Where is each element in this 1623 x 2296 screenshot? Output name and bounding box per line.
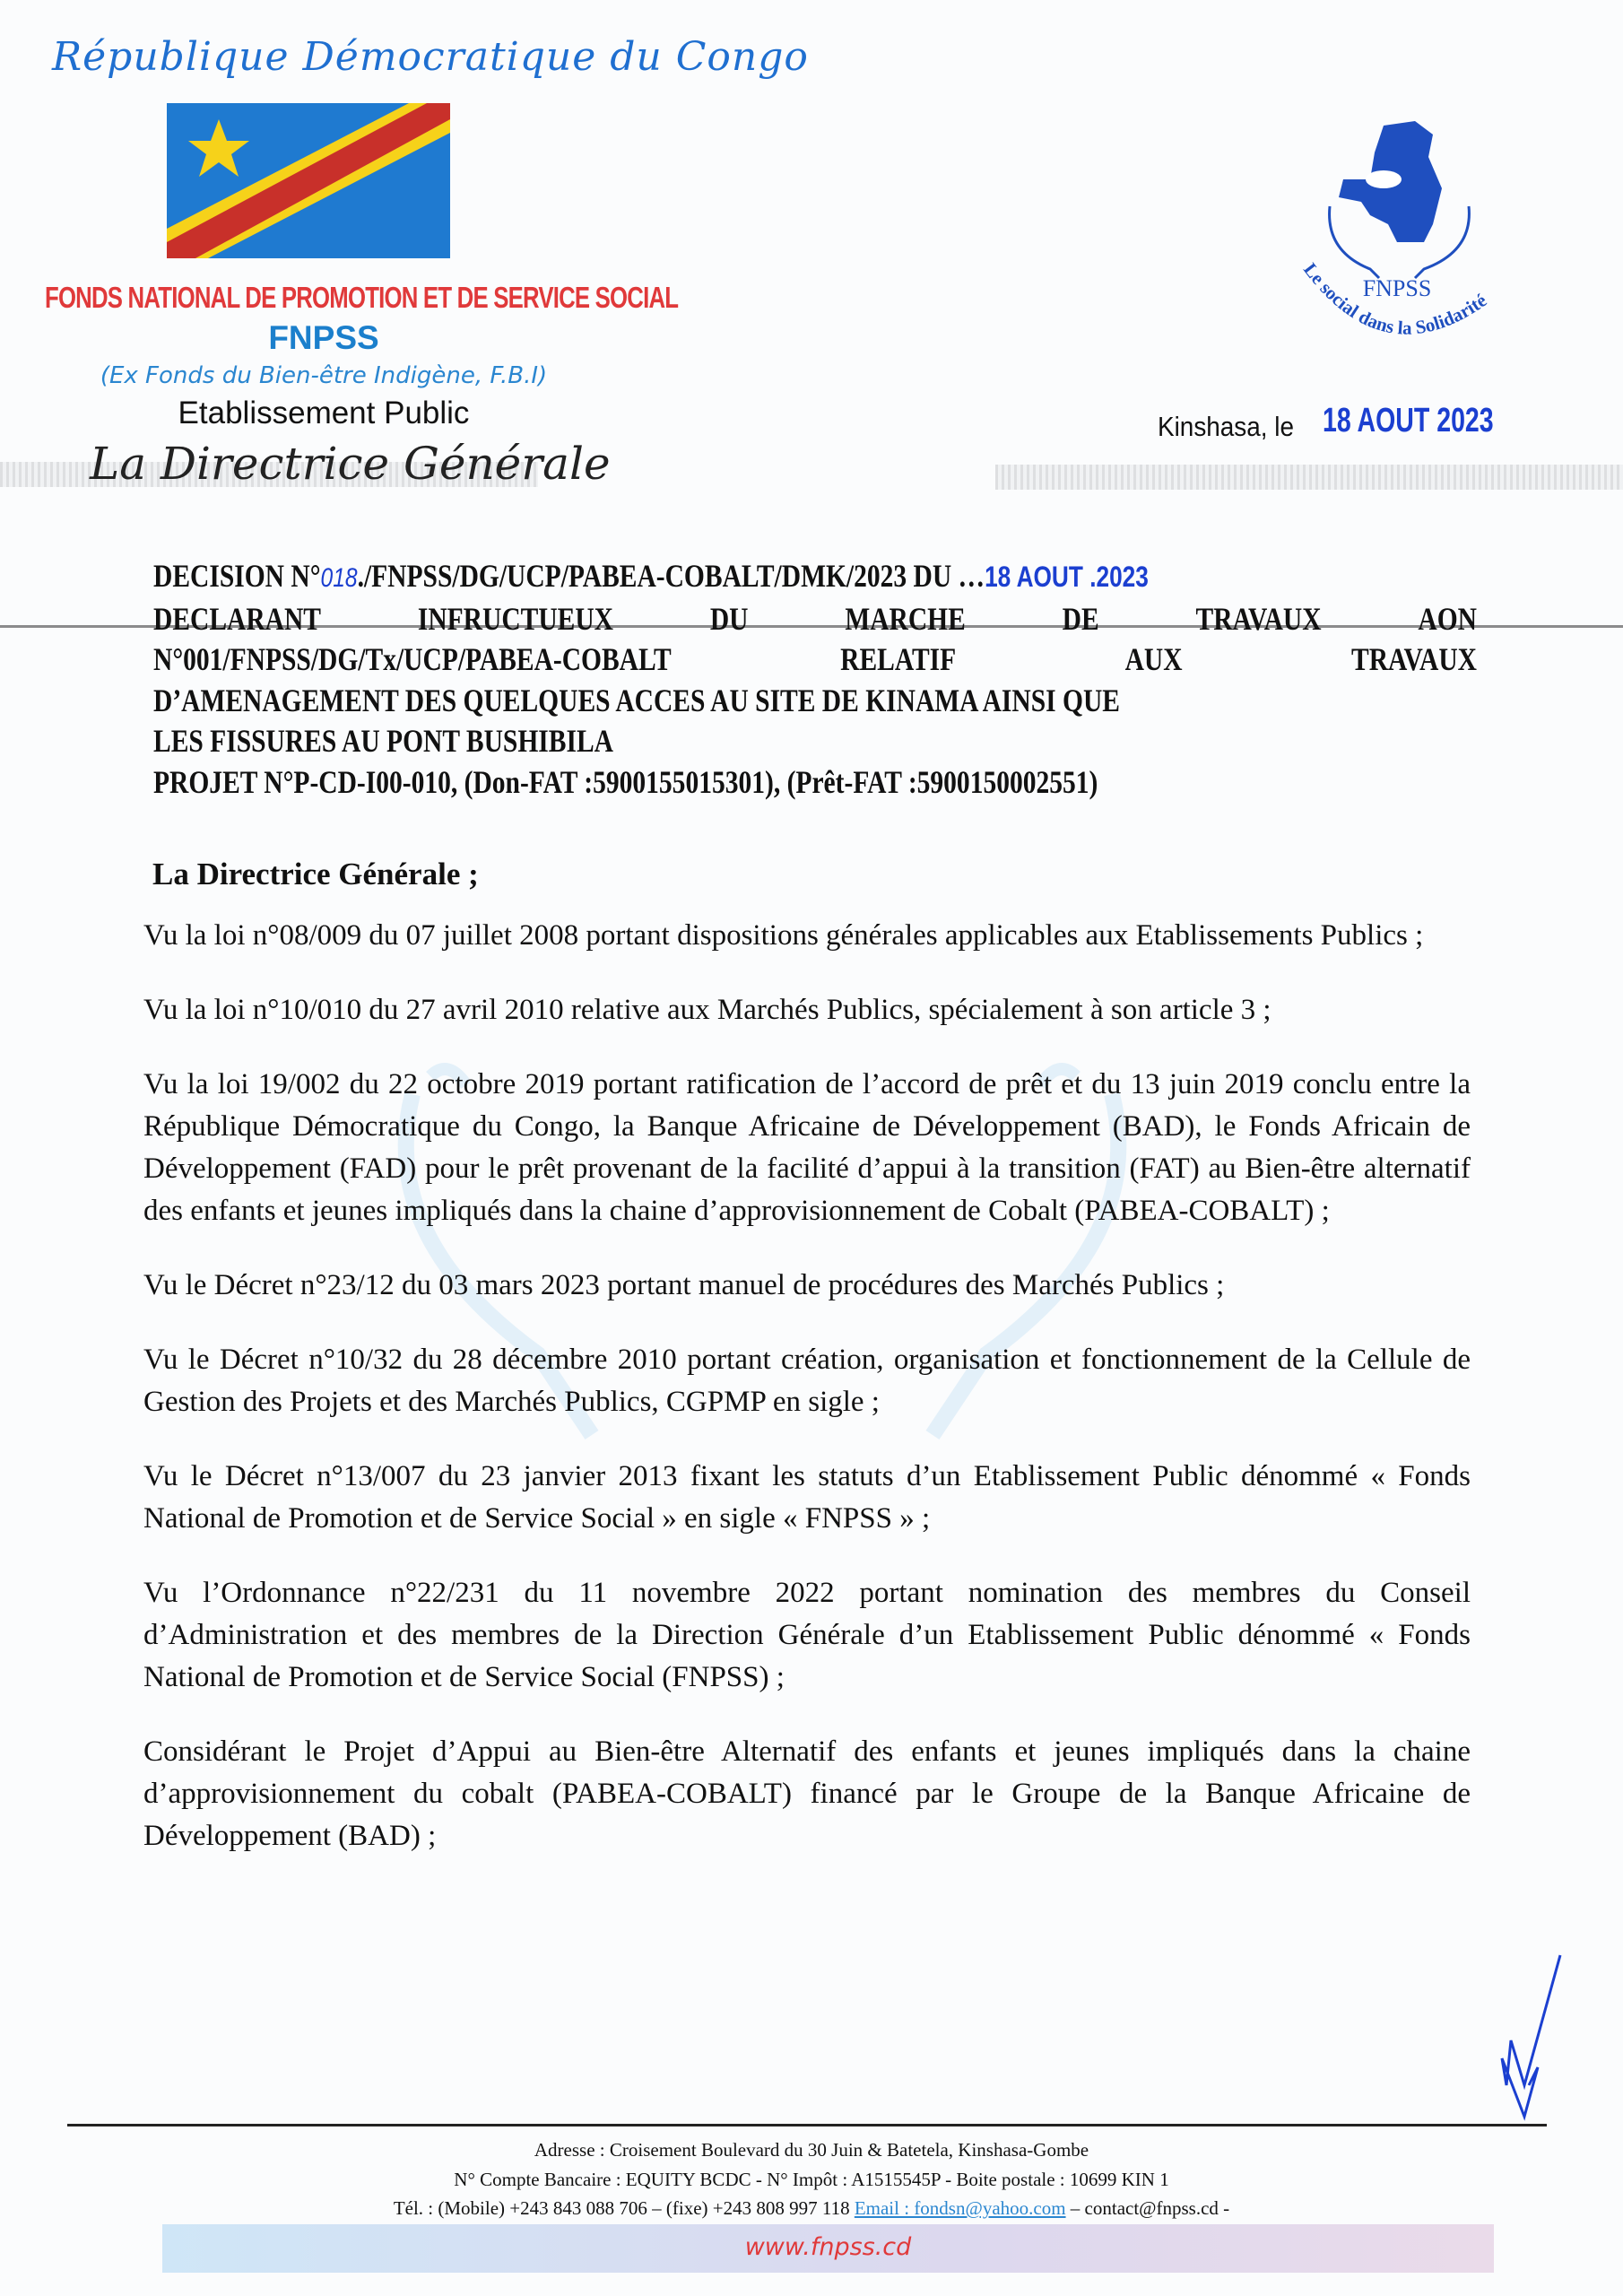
place-label: Kinshasa, le [1158, 411, 1295, 442]
initials-signature [1488, 1951, 1569, 2121]
title-word: DECLARANT [153, 600, 321, 637]
title-line [153, 599, 1477, 640]
footer-website[interactable]: www.fnpss.cd [744, 2233, 912, 2261]
paragraph: Vu le Décret n°13/007 du 23 janvier 2013 fixant les statuts d’un Etablissement Public dénommé « Fonds National de Promotion et de Service Social » en sigle « FNPSS » ; [143, 1460, 1471, 1535]
date-stamp: 18 AOUT 2023 [1323, 402, 1494, 439]
title-word: AON [1418, 600, 1477, 637]
fnpss-logo [1298, 117, 1545, 368]
title-word: DU [709, 600, 749, 637]
footer-contact-email: – contact@fnpss.cd - [1065, 2197, 1230, 2219]
footer-email-link[interactable]: Email : fondsn@yahoo.com [854, 2197, 1066, 2219]
office-heading: La Directrice Générale [90, 438, 611, 490]
paragraph: Considérant le Projet d’Appui au Bien-être Alternatif des enfants et jeunes impliqués dans la chaine d’approvisionnement du cobalt (PABEA-COBALT) financé par le Groupe de la Banque Africaine de Développement (BAD) ; [143, 1735, 1471, 1852]
paragraph: Vu le Décret n°23/12 du 03 mars 2023 portant manuel de procédures des Marchés Publics ; [143, 1269, 1225, 1301]
paragraph: Vu l’Ordonnance n°22/231 du 11 novembre 2022 portant nomination des membres du Conseil d’Administration et des membres de la Direction Générale d’un Etablissement Public dénommé « Fonds National de Promotion et de Service Social (FNPSS) ; [143, 1577, 1471, 1693]
paragraph: Vu le Décret n°10/32 du 28 décembre 2010 portant création, organisation et fonctionnement de la Cellule de Gestion des Projets et des Marchés Publics, CGPMP en sigle ; [143, 1344, 1471, 1418]
title-word: N°001/FNPSS/DG/Tx/UCP/PABEA-COBALT [153, 641, 672, 677]
org-acronym: FNPSS [268, 319, 379, 356]
title-word: TRAVAUX [1351, 641, 1477, 677]
title-mid: ./FNPSS/DG/UCP/PABEA-COBALT/DMK/2023 DU … [357, 558, 985, 594]
title-line [153, 639, 1477, 681]
paragraph: Vu la loi n°08/009 du 07 juillet 2008 portant dispositions générales applicables aux Etablissements Publics ; [143, 919, 1424, 952]
title-word: INFRUCTUEUX [417, 600, 613, 637]
decision-body [143, 854, 1471, 1890]
drc-flag [167, 103, 450, 258]
decision-title [153, 556, 1477, 803]
title-word: MARCHE [845, 600, 966, 637]
title-date-stamp: 18 AOUT .2023 [985, 561, 1149, 593]
title-word: DE [1062, 600, 1099, 637]
country-heading: République Démocratique du Congo [52, 34, 809, 80]
handwritten-number: 018 [320, 563, 358, 593]
title-line: LES FISSURES AU PONT BUSHIBILA [153, 723, 613, 759]
footer-divider [67, 2124, 1547, 2126]
logo-text: FNPSS [1362, 275, 1432, 301]
footer-bank: N° Compte Bancaire : EQUITY BCDC - N° Impôt : A1515545P - Boite postale : 10699 KIN 1 [454, 2169, 1169, 2190]
logo-motto: Le social dans la Solidarité [1299, 258, 1491, 339]
title-word: TRAVAUX [1195, 600, 1322, 637]
org-status: Etablissement Public [178, 396, 470, 430]
scan-band [995, 465, 1623, 490]
title-line [153, 556, 1477, 599]
paragraph: Vu la loi 19/002 du 22 octobre 2019 portant ratification de l’accord de prêt et du 13 juin 2019 conclu entre la République Démocratique du Congo, la Banque Africaine de Développement (BAD), le Fonds Africain de Développement (FAD) pour le prêt provenant de la facilité d’appui à la transition (FAT) au Bien-être alternatif des enfants et jeunes impliqués dans la chaine d’approvisionnement de Cobalt (PABEA-COBALT) ; [143, 1068, 1471, 1227]
footer-phone: Tél. : (Mobile) +243 843 088 706 – (fixe) +243 808 997 118 [393, 2197, 855, 2219]
paragraph: Vu la loi n°10/010 du 27 avril 2010 relative aux Marchés Publics, spécialement à son article 3 ; [143, 994, 1271, 1026]
title-word: AUX [1124, 641, 1183, 677]
former-name: (Ex Fonds du Bien-être Indigène, F.B.I) [100, 362, 548, 389]
title-word: RELATIF [840, 641, 957, 677]
title-prefix: DECISION N° [153, 558, 321, 594]
footer-address: Adresse : Croisement Boulevard du 30 Juin & Batetela, Kinshasa-Gombe [534, 2139, 1089, 2161]
opening-heading: La Directrice Générale ; [152, 857, 479, 891]
footer-contact [0, 2196, 1623, 2221]
title-line: PROJET N°P-CD-I00-010, (Don-FAT :5900155015301), (Prêt-FAT :5900150002551) [153, 763, 1098, 800]
org-name: FONDS NATIONAL DE PROMOTION ET DE SERVICE SOCIAL [45, 281, 679, 314]
title-line: D’AMENAGEMENT DES QUELQUES ACCES AU SITE DE KINAMA AINSI QUE [153, 682, 1120, 718]
